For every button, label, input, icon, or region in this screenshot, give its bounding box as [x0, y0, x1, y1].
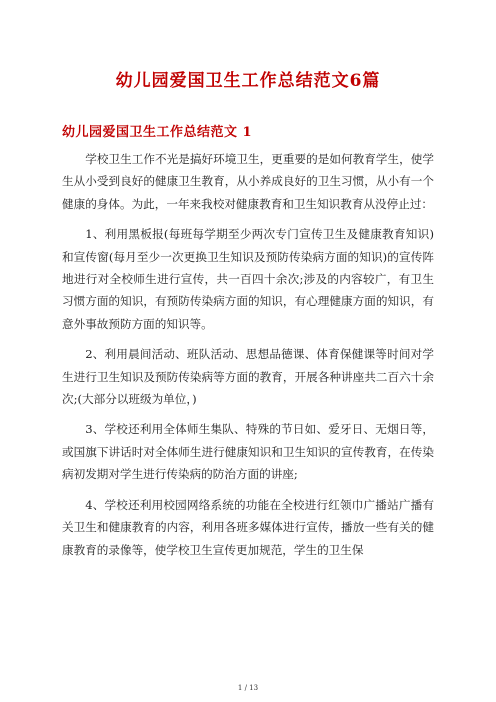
paragraph-item-1: 1、利用黑板报(每班每学期至少两次专门宣传卫生及健康教育知识)和宣传窗(每月至少一次更换卫生知识及预防传染病方面的知识)的宣传阵地进行对全校师生进行宣传，共一百四十余次;涉及的内容较广，有卫生习惯方面的知识，有预防传染病方面的知识，有心理健康方面的知识，有意外事故预防方面的知识等。 [62, 227, 434, 331]
page-number: 1 / 13 [237, 684, 259, 692]
paragraph-intro: 学校卫生工作不光是搞好环境卫生，更重要的是如何教育学生，使学生从小受到良好的健康卫生教育，从小养成良好的卫生习惯，从小有一个健康的身体。为此，一年来我校对健康教育和卫生知识教育从没停止过： [62, 152, 434, 211]
document-title: 幼儿园爱国卫生工作总结范文6篇 [115, 71, 381, 91]
body-text [62, 148, 434, 569]
paragraph-item-2: 2、利用晨间活动、班队活动、思想品德课、体育保健课等时间对学生进行卫生知识及预防传染病等方面的教育，开展各种讲座共二百六十余次;(大部分以班级为单位，) [62, 347, 434, 407]
section-heading: 幼儿园爱国卫生工作总结范文 1 [62, 125, 253, 140]
paragraph-item-4: 4、学校还利用校园网络系统的功能在全校进行红领巾广播站广播有关卫生和健康教育的内容，利用各班多媒体进行宣传，播放一些有关的健康教育的录像等，使学校卫生宣传更加规范，学生的卫生保 [62, 497, 434, 557]
paragraph-item-3: 3、学校还利用全体师生集队、特殊的节日如、爱牙日、无烟日等，或国旗下讲话时对全体师生进行健康知识和卫生知识的宣传教育，在传染病初发期对学生进行传染病的防治方面的讲座; [62, 422, 434, 482]
